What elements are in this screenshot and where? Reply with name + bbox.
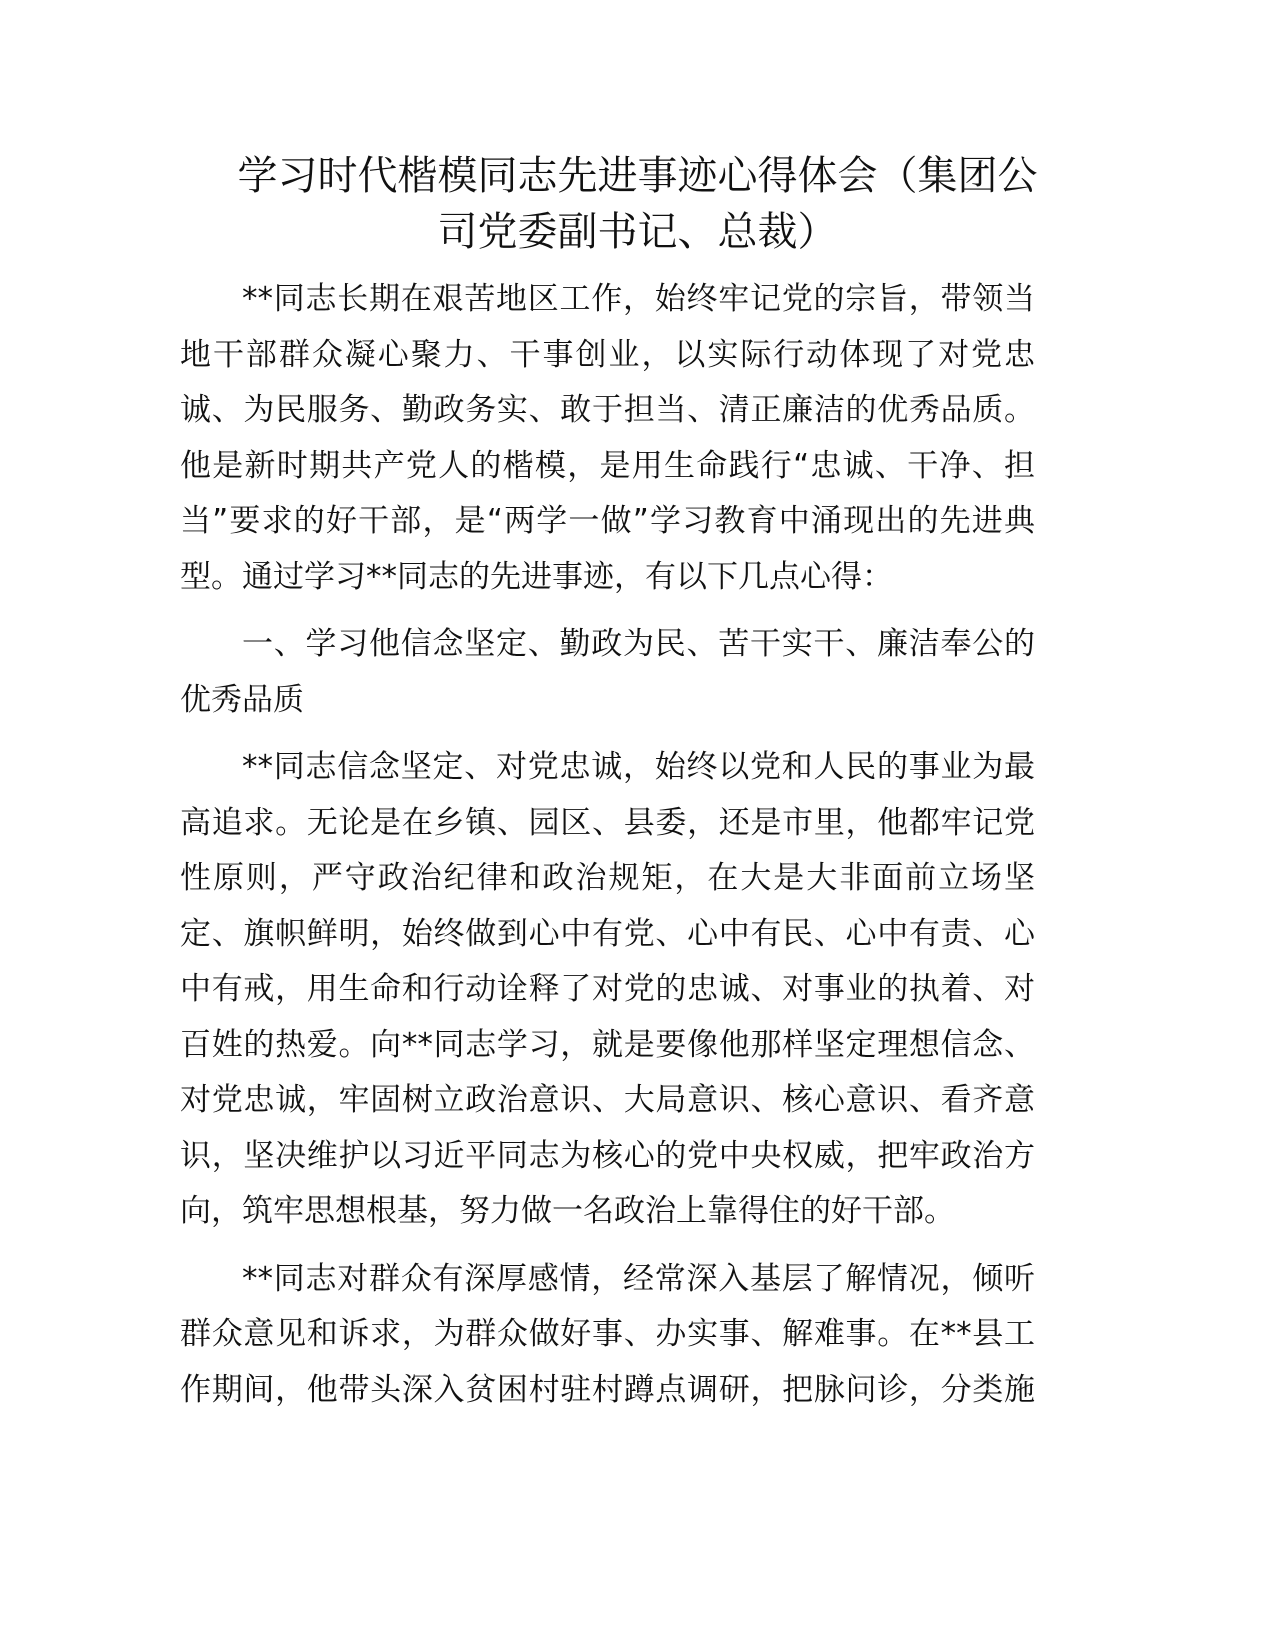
paragraph-line: 识，坚决维护以习近平同志为核心的党中央权威，把牢政治方 — [180, 1137, 1035, 1174]
paragraph-line: 向，筑牢思想根基，努力做一名政治上靠得住的好干部。 — [180, 1193, 955, 1229]
paragraph-line: **同志对群众有深厚感情，经常深入基层了解情况，倾听 — [242, 1260, 1035, 1297]
paragraph-line: 群众意见和诉求，为群众做好事、办实事、解难事。在**县工 — [180, 1316, 1035, 1352]
paragraph-line: 高追求。无论是在乡镇、园区、县委，还是市里，他都牢记党 — [180, 804, 1035, 841]
paragraph-line: 型。通过学习**同志的先进事迹，有以下几点心得： — [180, 558, 893, 595]
document-body — [180, 272, 1035, 1430]
title-line: 学习时代楷模同志先进事迹心得体会（集团公 — [237, 153, 1038, 199]
paragraph — [180, 617, 1035, 728]
paragraph-line: **同志信念坚定、对党忠诚，始终以党和人民的事业为最 — [242, 749, 1035, 785]
paragraph — [180, 272, 1035, 605]
paragraph-line: 定、旗帜鲜明，始终做到心中有党、心中有民、心中有责、心 — [180, 915, 1035, 952]
paragraph-line: 优秀品质 — [180, 681, 304, 718]
paragraph-line: 作期间，他带头深入贫困村驻村蹲点调研，把脉问诊，分类施 — [180, 1371, 1035, 1408]
title-line: 司党委副书记、总裁） — [437, 209, 838, 255]
paragraph-line: 他是新时期共产党人的楷模，是用生命践行“忠诚、干净、担 — [180, 447, 1035, 484]
paragraph-line: 中有戒，用生命和行动诠释了对党的忠诚、对事业的执着、对 — [180, 971, 1035, 1007]
paragraph — [180, 1252, 1035, 1419]
paragraph-line: 诚、为民服务、勤政务实、敢于担当、清正廉洁的优秀品质。 — [180, 392, 1035, 428]
paragraph-line: **同志长期在艰苦地区工作，始终牢记党的宗旨，带领当 — [242, 281, 1035, 317]
paragraph — [180, 740, 1035, 1240]
document-title — [150, 148, 1125, 260]
paragraph-line: 百姓的热爱。向**同志学习，就是要像他那样坚定理想信念、 — [180, 1026, 1035, 1063]
paragraph-line: 性原则，严守政治纪律和政治规矩，在大是大非面前立场坚 — [180, 860, 1035, 896]
paragraph-line: 一、学习他信念坚定、勤政为民、苦干实干、廉洁奉公的 — [242, 626, 1035, 662]
paragraph-line: 对党忠诚，牢固树立政治意识、大局意识、核心意识、看齐意 — [180, 1082, 1035, 1118]
paragraph-line: 地干部群众凝心聚力、干事创业，以实际行动体现了对党忠 — [180, 336, 1035, 373]
paragraph-line: 当”要求的好干部，是“两学一做”学习教育中涌现出的先进典 — [180, 503, 1035, 539]
